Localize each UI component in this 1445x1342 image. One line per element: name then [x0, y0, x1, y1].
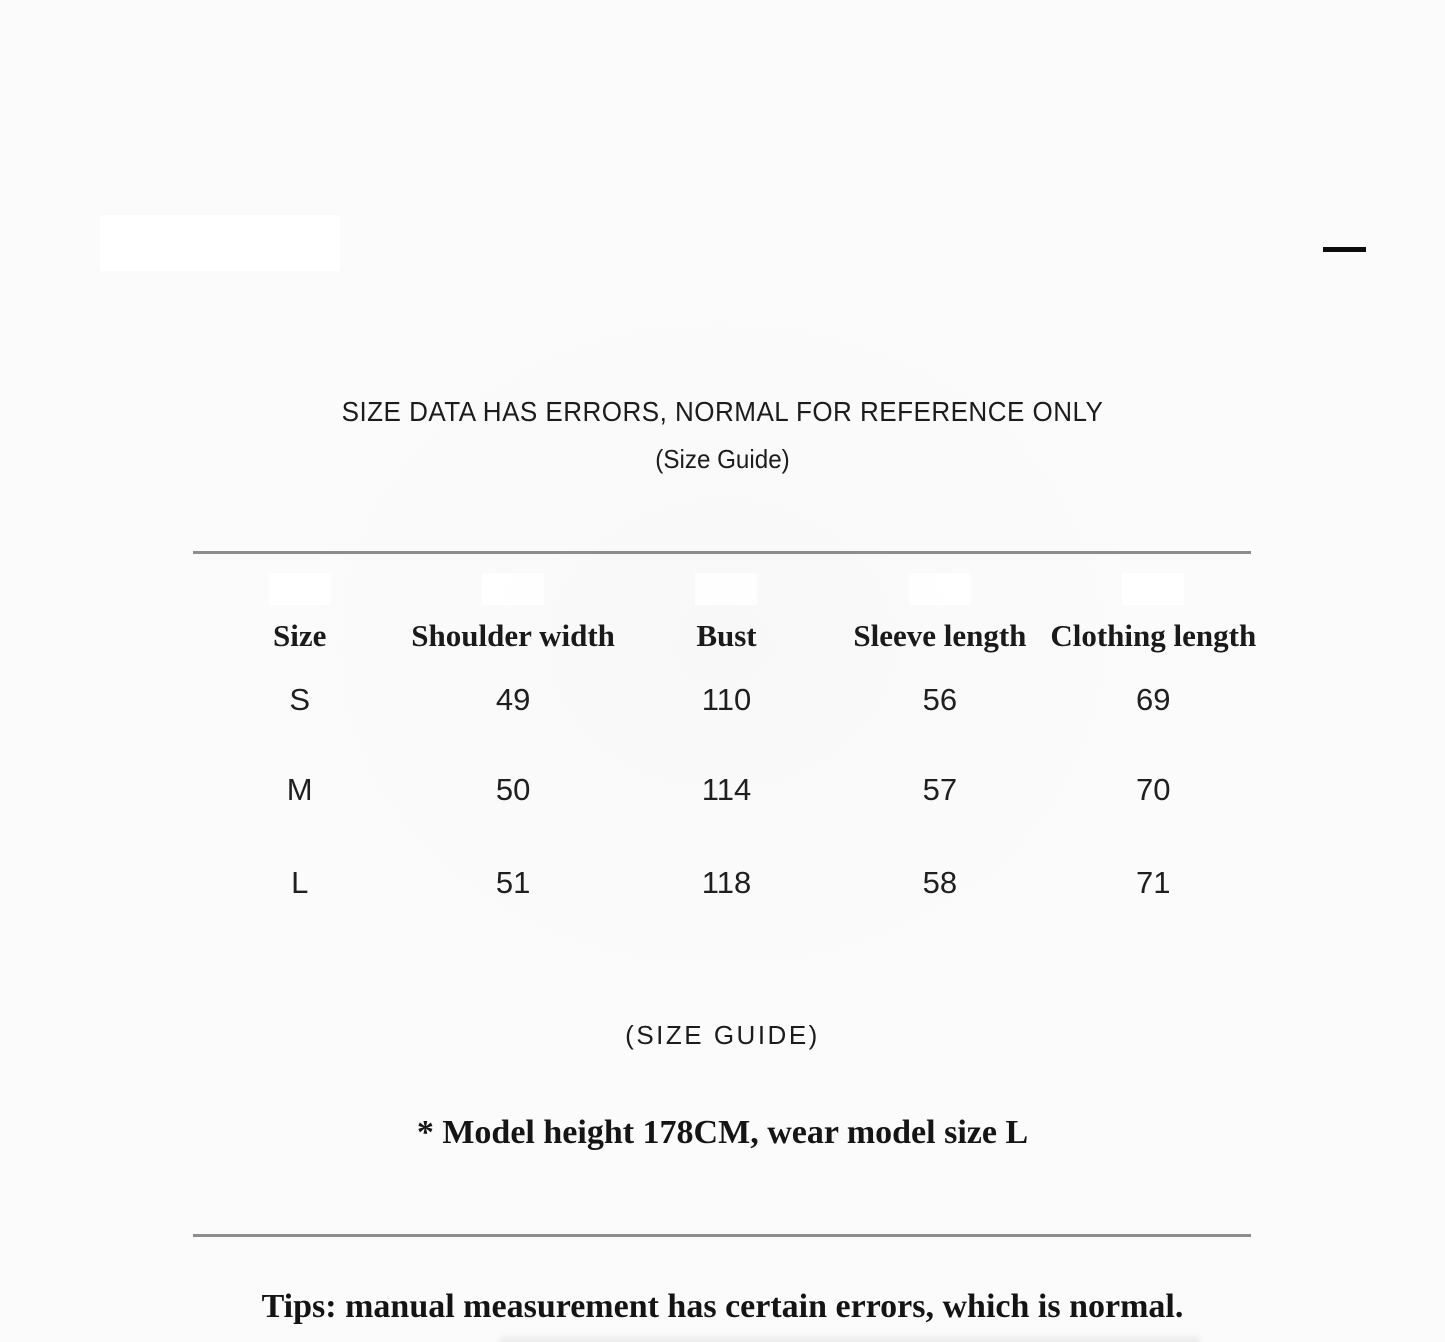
- table-cell-clothing-length: 70: [1136, 772, 1171, 807]
- tips-note: Tips: manual measurement has certain errors, which is normal.: [261, 1288, 1184, 1325]
- column-header-clothing-length: [1047, 570, 1260, 656]
- size-table: [193, 570, 1260, 930]
- table-cell-clothing-length: 69: [1136, 682, 1171, 717]
- table-cell-bust: 118: [701, 865, 752, 900]
- table-cell-bust: 110: [701, 682, 752, 717]
- page-title: SIZE DATA HAS ERRORS, NORMAL FOR REFERENCE ONLY: [341, 396, 1104, 427]
- erased-watermark-block: [482, 573, 544, 605]
- cropped-text-smudge: [500, 1337, 1200, 1342]
- column-header-bust: [620, 570, 833, 656]
- erased-watermark-block: [1122, 573, 1184, 605]
- table-cell-sleeve-length: 56: [922, 682, 958, 717]
- corner-dash: [1323, 247, 1366, 252]
- table-cell-shoulder-width: 49: [495, 682, 531, 717]
- erased-watermark-block: [695, 573, 757, 605]
- table-cell-shoulder-width: 50: [495, 772, 531, 807]
- column-header-label: Sleeve length: [853, 618, 1027, 653]
- divider-top: [193, 551, 1251, 554]
- erased-watermark-block: [269, 573, 331, 605]
- column-header-label: Clothing length: [1050, 618, 1257, 653]
- table-cell-sleeve-length: 58: [922, 865, 958, 900]
- table-cell-clothing-length: 71: [1136, 865, 1171, 900]
- erased-watermark-block: [909, 573, 971, 605]
- table-cell-shoulder-width: 51: [495, 865, 531, 900]
- table-cell-sleeve-length: 57: [922, 772, 958, 807]
- model-height-note: * Model height 178CM, wear model size L: [416, 1114, 1029, 1151]
- column-header-label: Size: [273, 618, 327, 653]
- size-guide-caption: (SIZE GUIDE): [625, 1020, 820, 1050]
- column-header-shoulder-width: [406, 570, 619, 656]
- column-header-sleeve-length: [833, 570, 1046, 656]
- table-cell-bust: 114: [701, 772, 752, 807]
- column-header-size: [193, 570, 406, 656]
- erased-watermark-block: [100, 215, 340, 271]
- column-header-label: Shoulder width: [411, 618, 615, 653]
- column-header-label: Bust: [696, 618, 757, 653]
- table-cell-size: S: [289, 682, 311, 717]
- table-cell-size: L: [291, 865, 309, 900]
- page-subtitle: (Size Guide): [655, 444, 790, 474]
- table-cell-size: M: [286, 772, 313, 807]
- divider-bottom: [193, 1234, 1251, 1237]
